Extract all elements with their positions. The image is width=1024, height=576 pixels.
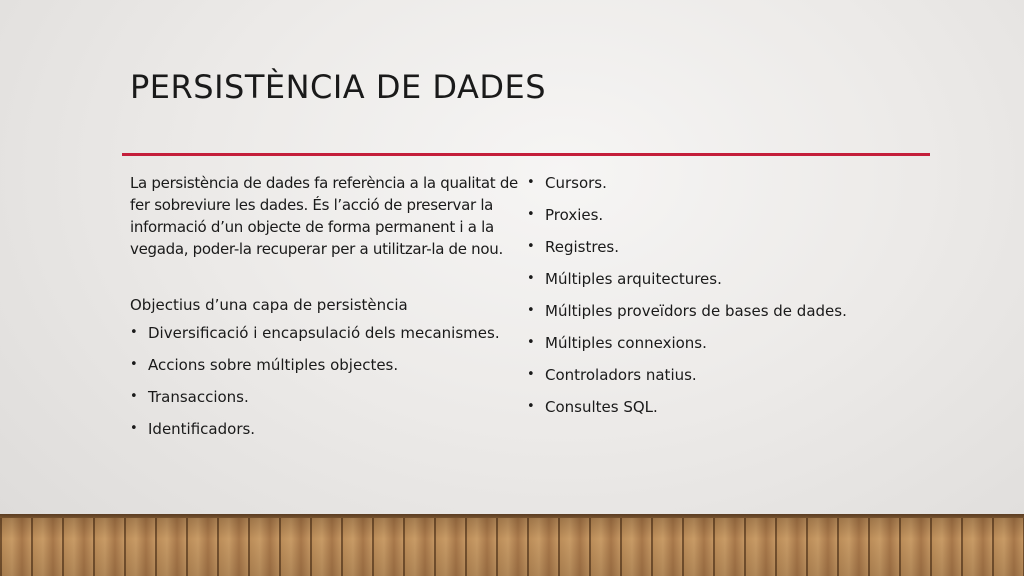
bullet-icon: •	[527, 239, 535, 254]
list-item-text: Múltiples arquitectures.	[545, 270, 722, 288]
list-item-text: Proxies.	[545, 206, 604, 224]
floor-shading	[0, 514, 1024, 576]
bullet-icon: •	[527, 303, 535, 318]
definition-paragraph: La persistència de dades fa referència a la qualitat de fer sobreviure les dades. És l’acció de preservar la informació d’un objecte de forma permanent i a la vegada, poder-la recuperar per a utilitzar-la de nou.	[130, 174, 518, 258]
list-item-text: Cursors.	[545, 174, 607, 192]
slide-title: PERSISTÈNCIA DE DADES	[130, 68, 547, 106]
list-item-text: Controladors natius.	[545, 366, 697, 384]
objectives-list	[130, 322, 518, 440]
list-item	[527, 396, 927, 418]
list-item-text: Diversificació i encapsulació dels mecanismes.	[148, 324, 500, 342]
list-item	[527, 172, 927, 194]
list-item-text: Múltiples connexions.	[545, 334, 707, 352]
list-item	[130, 354, 518, 376]
features-list	[527, 172, 927, 418]
bullet-icon: •	[527, 399, 535, 414]
bullet-icon: •	[527, 271, 535, 286]
list-item-text: Registres.	[545, 238, 620, 256]
bullet-icon: •	[130, 421, 138, 436]
list-item	[527, 236, 927, 258]
list-item-text: Accions sobre múltiples objectes.	[148, 356, 399, 374]
right-column	[527, 172, 927, 428]
list-item-text: Múltiples proveïdors de bases de dades.	[545, 302, 847, 320]
list-item-text: Consultes SQL.	[545, 398, 658, 416]
bullet-icon: •	[527, 175, 535, 190]
bullet-icon: •	[130, 325, 138, 340]
list-item	[130, 386, 518, 408]
list-item	[527, 364, 927, 386]
list-item	[527, 332, 927, 354]
list-item	[527, 268, 927, 290]
bullet-icon: •	[130, 357, 138, 372]
list-item	[130, 418, 518, 440]
bullet-icon: •	[527, 207, 535, 222]
bullet-icon: •	[527, 335, 535, 350]
list-item	[130, 322, 518, 344]
objectives-heading: Objectius d’una capa de persistència	[130, 296, 408, 314]
list-item-text: Identificadors.	[148, 420, 256, 438]
left-column	[130, 172, 518, 450]
list-item	[527, 204, 927, 226]
list-item-text: Transaccions.	[148, 388, 249, 406]
title-divider	[122, 153, 930, 156]
bullet-icon: •	[130, 389, 138, 404]
bullet-icon: •	[527, 367, 535, 382]
list-item	[527, 300, 927, 322]
